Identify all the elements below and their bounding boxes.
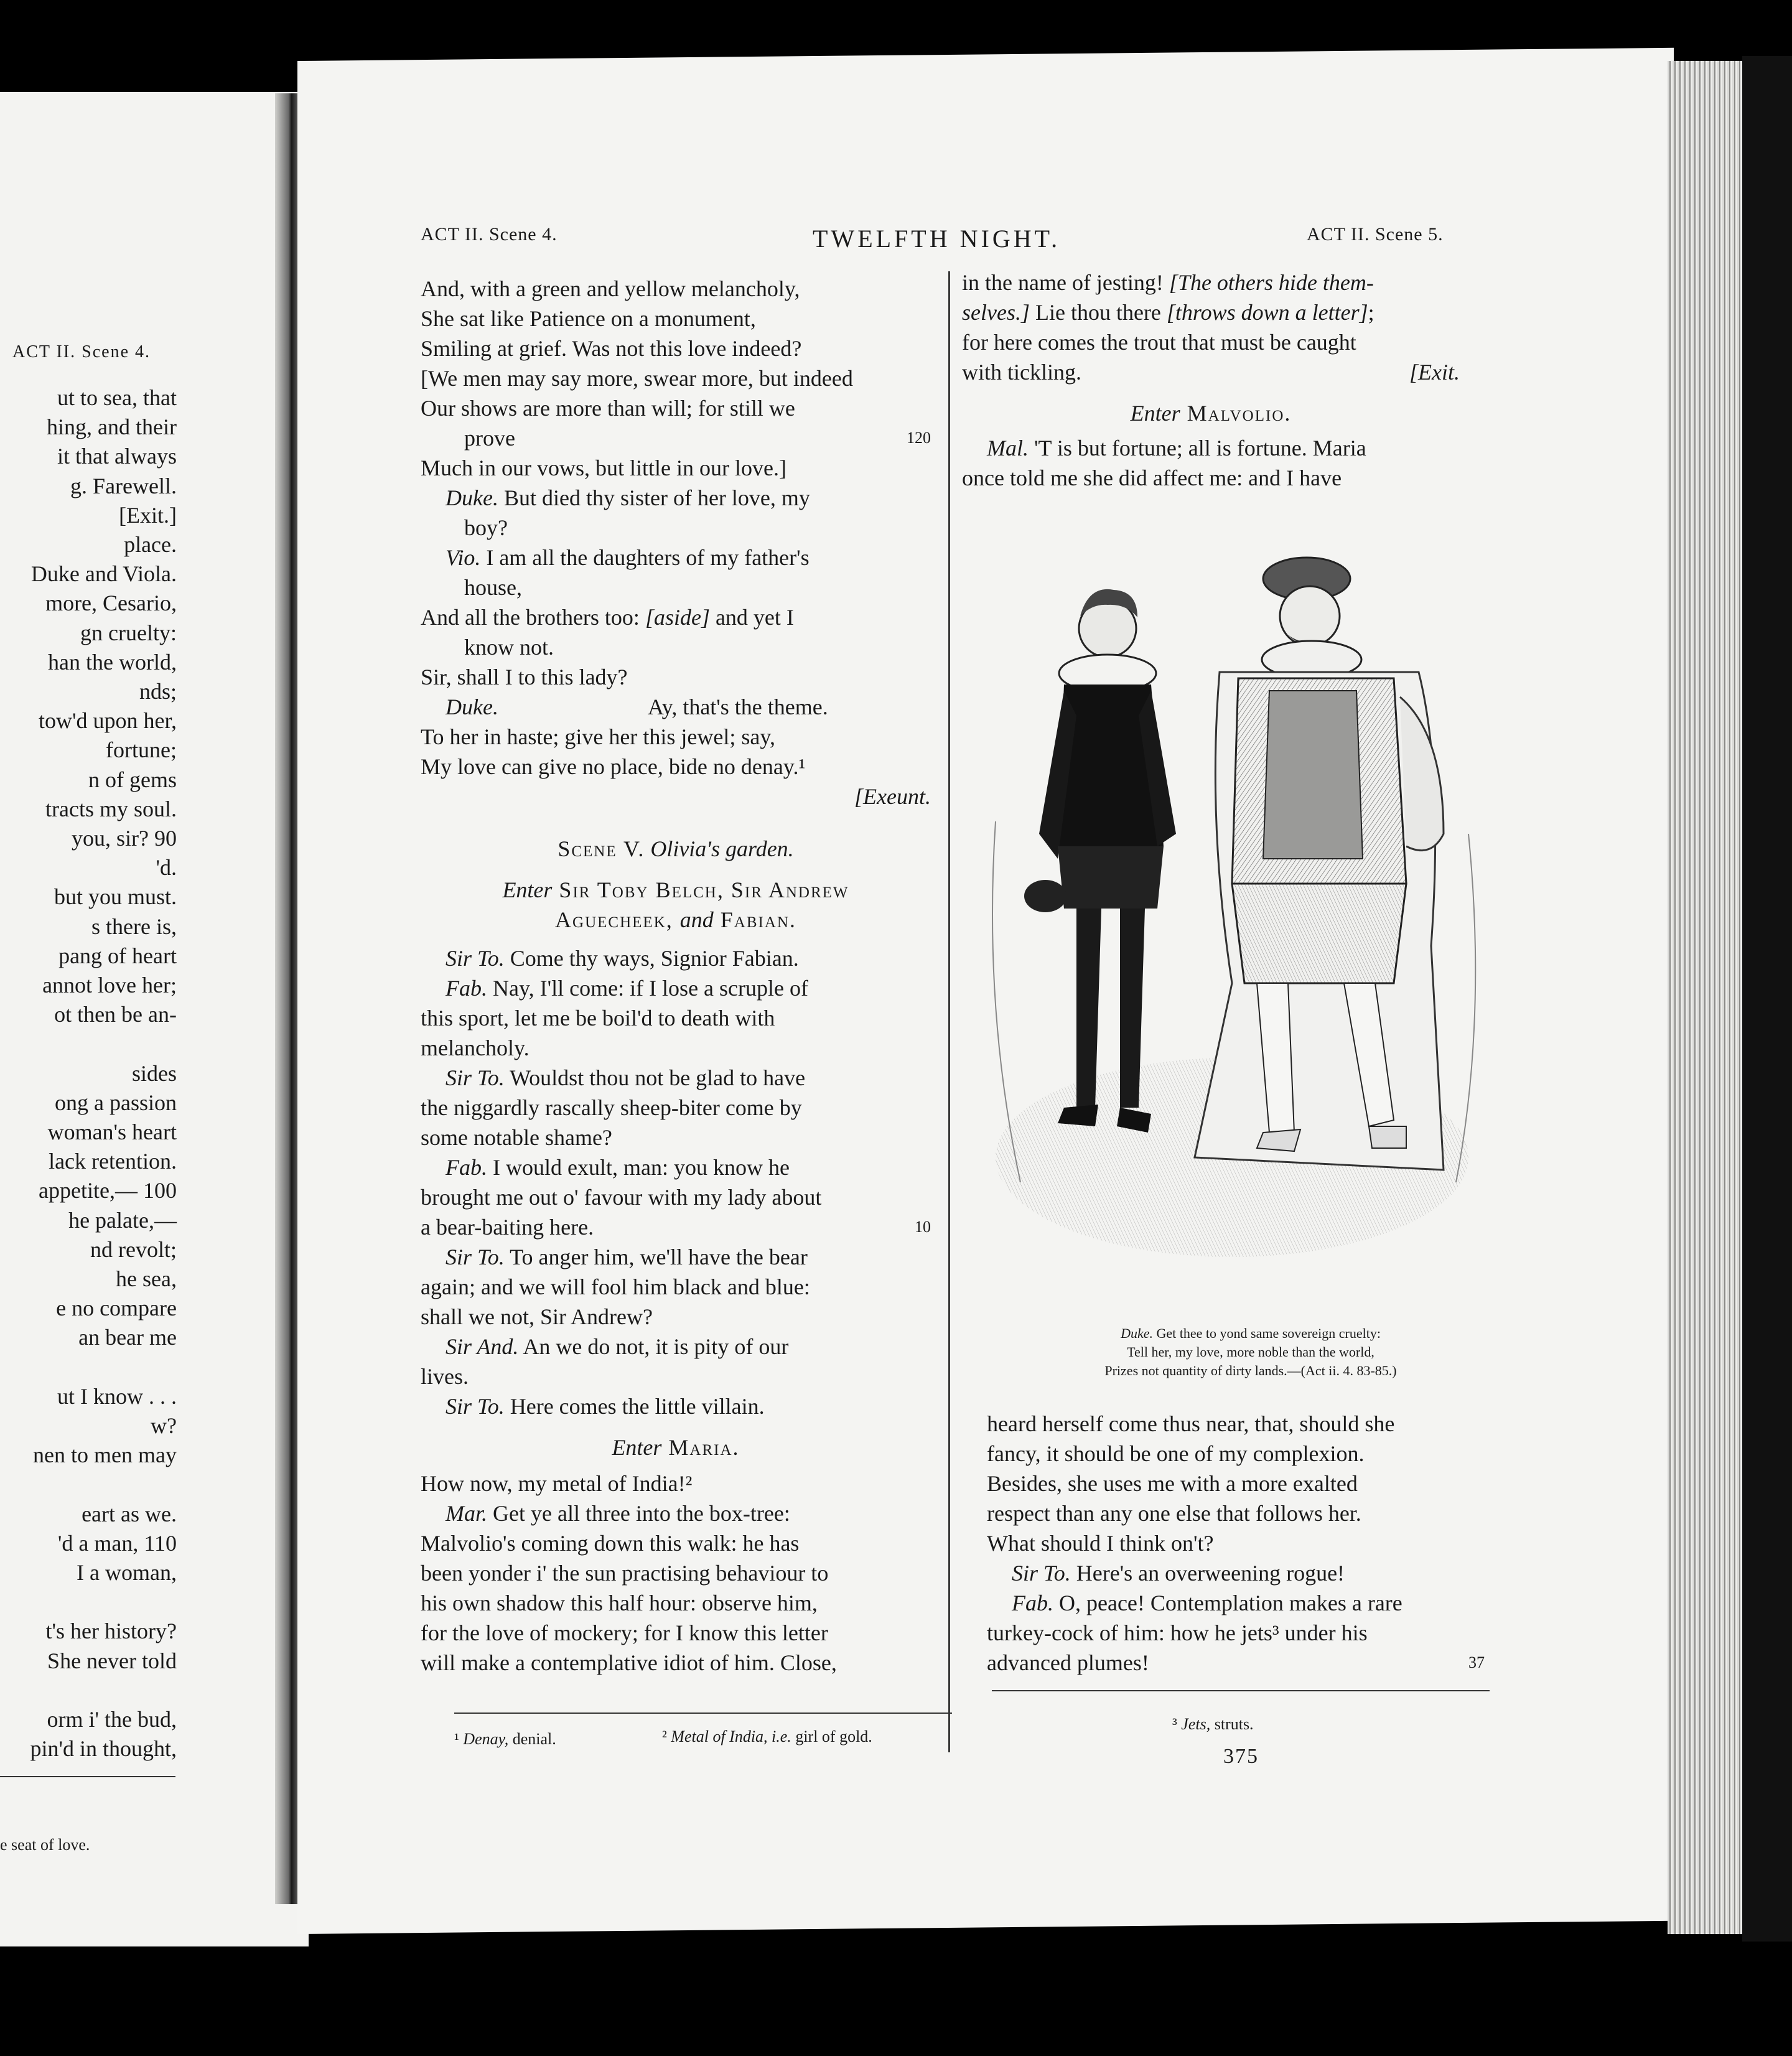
stage-direction: [throws down a letter]: [1166, 300, 1368, 325]
characters: Sir Toby Belch, Sir Andrew: [552, 877, 849, 902]
left-page-line: tow'd upon her,: [38, 708, 177, 734]
speaker: Fab.: [1012, 1591, 1053, 1615]
prose-line: the niggardly rascally sheep-biter come by: [421, 1095, 802, 1120]
speech-text: 'T is but fortune; all is fortune. Maria: [1029, 436, 1366, 460]
speaker: Mal.: [987, 436, 1029, 460]
left-page-line: orm i' the bud,: [47, 1707, 177, 1732]
duke-figure: [1195, 558, 1444, 1170]
speech-line: [962, 433, 1460, 463]
footnote-3: [1172, 1715, 1254, 1734]
characters: Malvolio.: [1180, 401, 1292, 426]
prose-line: for the love of mockery; for I know this letter: [421, 1620, 828, 1645]
speech-text: Here comes the little villain.: [504, 1394, 765, 1419]
prose-line: heard herself come thus near, that, should she: [987, 1411, 1395, 1436]
speech-line: [987, 1558, 1491, 1588]
prose-line: his own shadow this half hour: observe him,: [421, 1591, 818, 1615]
verse-line: boy?: [464, 515, 508, 540]
left-page-line: nen to men may: [33, 1442, 177, 1468]
verse-line: And, with a green and yellow melancholy,: [421, 276, 800, 301]
left-page-line: he palate,—: [68, 1207, 177, 1233]
right-text-column-top: [962, 268, 1460, 493]
left-page-line: gn cruelty:: [80, 620, 177, 645]
illustration-duke-and-viola: [971, 510, 1493, 1307]
enter-word: Enter: [502, 877, 553, 902]
left-page-line: I a woman,: [77, 1560, 177, 1585]
footnote-rule-right: [992, 1690, 1490, 1691]
left-page-footnote-rule: [0, 1776, 175, 1777]
left-page-line: sides: [132, 1060, 177, 1086]
footnote-text: denial.: [508, 1730, 556, 1748]
prose-text: a bear-baiting here.: [421, 1215, 594, 1240]
speech-text: Come thy ways, Signior Fabian.: [504, 946, 799, 971]
left-page-line: 'd.: [156, 855, 177, 881]
speech-line: [421, 692, 931, 722]
left-page-line: eart as we.: [82, 1501, 177, 1526]
speech-line: [987, 1588, 1491, 1618]
verse-line: Smiling at grief. Was not this love indeed?: [421, 336, 802, 361]
footnote-marker: ³: [1172, 1715, 1182, 1733]
prose-line: Malvolio's coming down this walk: he has: [421, 1531, 800, 1556]
verse-line: know not.: [464, 635, 554, 660]
left-page-line: annot love her;: [42, 973, 177, 998]
speaker: Duke.: [446, 694, 498, 719]
left-page-line: fortune;: [106, 737, 177, 763]
verse-line: [421, 423, 931, 453]
left-page-line: tracts my soul.: [45, 796, 177, 821]
caption-speaker: Duke.: [1121, 1325, 1153, 1341]
prose-line: some notable shame?: [421, 1125, 612, 1150]
left-text-column: [421, 274, 931, 1678]
entrance-direction: [421, 1432, 931, 1462]
left-page-line: s there is,: [91, 914, 177, 939]
verse-line: She sat like Patience on a monument,: [421, 306, 756, 331]
stage-direction: selves.]: [962, 300, 1030, 325]
speech-text: I would exult, man: you know he: [487, 1155, 790, 1180]
prose-text: in the name of jesting!: [962, 270, 1169, 295]
speaker: Vio.: [446, 545, 481, 570]
left-page-line: appetite,— 100: [39, 1178, 177, 1203]
running-head-title: TWELFTH NIGHT.: [813, 225, 1061, 253]
left-page-line: more, Cesario,: [45, 591, 177, 616]
footnote-rule-left: [454, 1713, 952, 1714]
left-page-line: he sea,: [116, 1266, 177, 1291]
speech-line: [421, 1063, 931, 1093]
footnote-term: Jets,: [1181, 1715, 1211, 1733]
left-page-line: e no compare: [56, 1296, 177, 1321]
left-page-line: place.: [124, 532, 177, 557]
entrance-direction: [421, 905, 931, 935]
prose-line: melancholy.: [421, 1035, 530, 1060]
characters: Aguecheek,: [555, 907, 680, 932]
characters: Maria.: [661, 1435, 740, 1460]
verse-text: and yet I: [709, 605, 794, 630]
running-head-right: ACT II. Scene 5.: [1307, 224, 1444, 245]
verse-line: [421, 602, 931, 632]
running-head-left: ACT II. Scene 4.: [421, 224, 558, 245]
prose-line: turkey-cock of him: how he jets³ under his: [987, 1620, 1368, 1645]
scene-location: Olivia's garden.: [645, 836, 794, 861]
caption-line: [1058, 1324, 1444, 1343]
footnote-2: [662, 1727, 872, 1746]
caption-text: Get thee to yond same sovereign cruelty:: [1152, 1325, 1381, 1341]
verse-line: [We men may say more, swear more, but indeed: [421, 366, 853, 391]
left-page-line: ong a passion: [55, 1090, 177, 1115]
speech-text: I am all the daughters of my father's: [480, 545, 810, 570]
verse-text: And all the brothers too:: [421, 605, 645, 630]
book-cover-edge: [1742, 56, 1792, 1942]
left-page-header: ACT II. Scene 4.: [12, 342, 151, 362]
speaker: Sir To.: [446, 1245, 505, 1269]
footnote-text: struts.: [1210, 1715, 1254, 1733]
left-page-line: n of gems: [88, 767, 177, 792]
speaker: Mar.: [446, 1501, 488, 1526]
prose-text: with tickling.: [962, 360, 1081, 385]
footnote-marker: ²: [662, 1727, 671, 1745]
speech-text: But died thy sister of her love, my: [498, 485, 810, 510]
left-page-line: t's her history?: [45, 1619, 177, 1644]
exeunt-text: [Exeunt.: [854, 784, 931, 809]
caption-line: Tell her, my love, more noble than the world,: [1127, 1344, 1374, 1360]
column-divider: [948, 271, 950, 1752]
stage-direction: [421, 782, 931, 811]
prose-line: again; and we will fool him black and blue:: [421, 1274, 810, 1299]
prose-text: Lie thou there: [1029, 300, 1167, 325]
left-page-line: 'd a man, 110: [57, 1530, 177, 1556]
illustration-caption: [1058, 1324, 1444, 1380]
verse-line: house,: [464, 575, 522, 600]
enter-word: Enter: [1130, 401, 1180, 426]
prose-line: [421, 1212, 931, 1242]
speaker: Sir To.: [446, 1065, 505, 1090]
speech-line: [421, 943, 931, 973]
scene-number: Scene V.: [558, 836, 645, 861]
left-page-line: nd revolt;: [90, 1236, 177, 1262]
speaker: Sir To.: [1012, 1561, 1071, 1586]
prose-line: [962, 357, 1460, 387]
speech-line: [421, 1498, 931, 1528]
speaker: Duke.: [446, 485, 498, 510]
prose-line: once told me she did affect me: and I have: [962, 465, 1342, 490]
footnote-marker: ¹: [454, 1730, 464, 1748]
left-page-line: ut to sea, that: [57, 385, 177, 410]
verse-text: prove: [464, 426, 515, 451]
verse-line: To her in haste; give her this jewel; say,: [421, 724, 775, 749]
speech-text: Get ye all three into the box-tree:: [487, 1501, 790, 1526]
speech-line: [421, 1391, 931, 1421]
speech-text: To anger him, we'll have the bear: [504, 1245, 808, 1269]
line-number: 120: [907, 429, 931, 447]
punctuation: ;: [1368, 300, 1374, 325]
left-page-line: Duke and Viola.: [30, 561, 177, 587]
speech-line: [421, 1152, 931, 1182]
verse-line: Much in our vows, but little in our love.]: [421, 456, 786, 480]
prose-line: will make a contemplative idiot of him. Close,: [421, 1650, 837, 1675]
stage-direction: [The others hide them-: [1169, 270, 1374, 295]
prose-line: How now, my metal of India!²: [421, 1471, 693, 1496]
speech-text: Here's an overweening rogue!: [1070, 1561, 1345, 1586]
speech-text: Wouldst thou not be glad to have: [504, 1065, 806, 1090]
left-page: [0, 92, 309, 1946]
prose-text: advanced plumes!: [987, 1650, 1149, 1675]
left-page-line: lack retention.: [49, 1149, 177, 1174]
verse-line: My love can give no place, bide no denay.¹: [421, 754, 806, 779]
speaker: Sir And.: [446, 1334, 519, 1359]
footnote-text: girl of gold.: [791, 1727, 872, 1745]
footnote-1: [454, 1730, 556, 1749]
prose-line: brought me out o' favour with my lady about: [421, 1185, 822, 1210]
left-page-line: han the world,: [48, 649, 177, 675]
left-page-footnote: e seat of love.: [0, 1836, 90, 1854]
stage-direction: [aside]: [645, 605, 710, 630]
speech-text: Nay, I'll come: if I lose a scruple of: [487, 976, 808, 1001]
right-text-column-bottom: [987, 1409, 1491, 1678]
prose-line: Besides, she uses me with a more exalted: [987, 1471, 1358, 1496]
prose-line: this sport, let me be boil'd to death with: [421, 1006, 775, 1030]
prose-line: [962, 297, 1460, 327]
prose-line: been yonder i' the sun practising behaviour to: [421, 1561, 829, 1586]
left-page-line: it that always: [57, 444, 177, 469]
verse-line: Sir, shall I to this lady?: [421, 665, 628, 689]
footnote-term: Metal of India, i.e.: [671, 1727, 791, 1745]
characters: Fabian.: [713, 907, 796, 932]
verse-line: Our shows are more than will; for still we: [421, 396, 795, 421]
caption-line: Prizes not quantity of dirty lands.—(Act ii. 4. 83-85.): [1104, 1363, 1397, 1378]
speech-text: Ay, that's the theme.: [647, 694, 828, 719]
left-page-line: She never told: [47, 1648, 177, 1673]
speech-line: [421, 483, 931, 513]
prose-line: [987, 1648, 1491, 1678]
left-page-line: w?: [151, 1413, 177, 1438]
left-page-line: nds;: [139, 679, 177, 704]
left-page-line: ut I know . . .: [57, 1383, 177, 1409]
line-number: 10: [915, 1218, 931, 1236]
left-page-line: pin'd in thought,: [30, 1736, 177, 1762]
left-page-line: [Exit.]: [119, 502, 177, 528]
prose-line: respect than any one else that follows her.: [987, 1501, 1361, 1526]
speech-line: [421, 1242, 931, 1272]
speaker: Sir To.: [446, 946, 505, 971]
left-page-line: an bear me: [78, 1325, 177, 1350]
left-page-line: ot then be an-: [54, 1002, 177, 1027]
speech-text: An we do not, it is pity of our: [518, 1334, 789, 1359]
left-page-line: you, sir? 90: [72, 826, 177, 851]
left-page-line: pang of heart: [58, 943, 177, 968]
prose-line: lives.: [421, 1364, 469, 1389]
prose-line: shall we not, Sir Andrew?: [421, 1304, 653, 1329]
entrance-direction: [421, 875, 931, 905]
viola-figure: [1024, 589, 1176, 1133]
footnote-term: Denay,: [463, 1730, 509, 1748]
left-page-line: woman's heart: [47, 1119, 177, 1144]
speaker: Sir To.: [446, 1394, 505, 1419]
prose-line: fancy, it should be one of my complexion.: [987, 1441, 1365, 1466]
left-page-line: hing, and their: [47, 414, 177, 440]
speech-line: [421, 973, 931, 1003]
prose-line: What should I think on't?: [987, 1531, 1214, 1556]
entrance-direction: [962, 398, 1460, 428]
line-number: 37: [1468, 1653, 1485, 1671]
speaker: Fab.: [446, 976, 487, 1001]
left-page-line: but you must.: [54, 884, 177, 910]
prose-line: [962, 268, 1460, 297]
and-word: and: [679, 907, 714, 932]
prose-line: for here comes the trout that must be caught: [962, 330, 1356, 355]
enter-word: Enter: [612, 1435, 662, 1460]
left-page-line: g. Farewell.: [70, 473, 177, 498]
speech-line: [421, 1332, 931, 1362]
speech-text: O, peace! Contemplation makes a rare: [1053, 1591, 1402, 1615]
speech-line: [421, 543, 931, 572]
exit-direction: [Exit.: [1409, 360, 1460, 385]
page-edges: [1668, 61, 1748, 1934]
page-number: 375: [1223, 1745, 1259, 1768]
scene-heading: [421, 834, 931, 864]
speaker: Fab.: [446, 1155, 487, 1180]
